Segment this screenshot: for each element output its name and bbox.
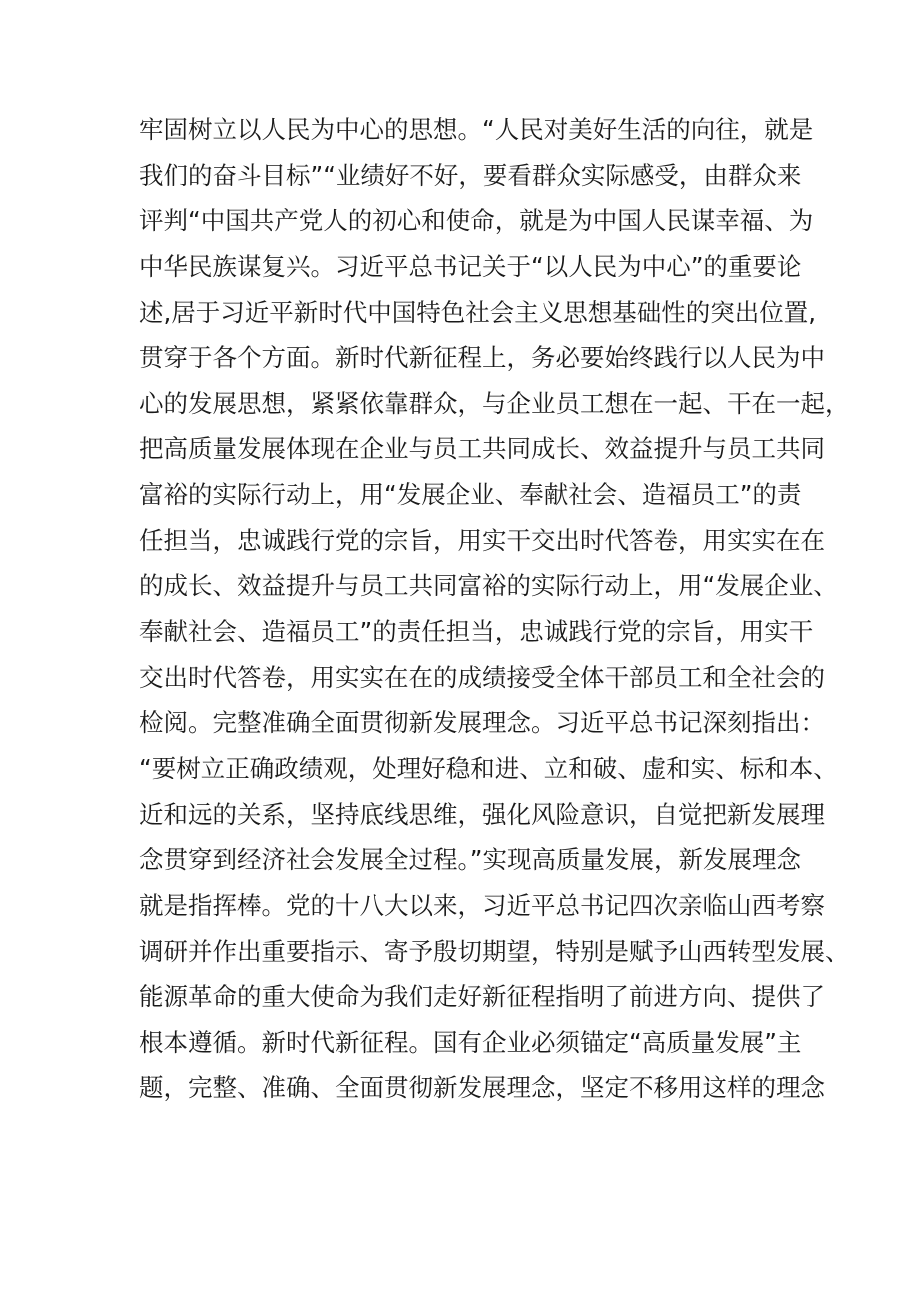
text-line: 检阅。完整准确全面贯彻新发展理念。习近平总书记深刻指出： <box>139 708 825 738</box>
text-line: 贯穿于各个方面。新时代新征程上，务必要始终践行以人民为中 <box>139 343 825 373</box>
text-line: 根本遵循。新时代新征程。国有企业必须锚定“高质量发展”主 <box>139 1027 802 1057</box>
text-line: “要树立正确政绩观，处理好稳和进、立和破、虚和实、标和本、 <box>139 753 838 783</box>
text-line: 念贯穿到经济社会发展全过程。”实现高质量发展，新发展理念 <box>139 845 801 875</box>
text-line: 题，完整、准确、全面贯彻新发展理念，坚定不移用这样的理念 <box>139 1073 825 1103</box>
text-line: 的成长、效益提升与员工共同富裕的实际行动上，用“发展企业、 <box>139 571 838 601</box>
text-line: 中华民族谋复兴。习近平总书记关于“以人民为中心”的重要论 <box>139 251 802 281</box>
body-paragraph <box>139 114 850 1118</box>
text-line: 近和远的关系，坚持底线思维，强化风险意识，自觉把新发展理 <box>139 799 825 829</box>
text-line: 就是指挥棒。党的十八大以来，习近平总书记四次亲临山西考察 <box>139 890 825 920</box>
text-line: 能源革命的重大使命为我们走好新征程指明了前进方向、提供了 <box>139 982 825 1012</box>
text-line: 调研并作出重要指示、寄予殷切期望，特别是赋予山西转型发展、 <box>139 936 850 966</box>
text-line: 评判“中国共产党人的初心和使命，就是为中国人民谋幸福、为 <box>139 206 814 236</box>
text-line: 奉献社会、造福员工”的责任担当，忠诚践行党的宗旨，用实干 <box>139 617 814 647</box>
text-line: 心的发展思想，紧紧依靠群众，与企业员工想在一起、干在一起， <box>139 388 850 418</box>
text-line: 牢固树立以人民为中心的思想。“人民对美好生活的向往，就是 <box>139 115 814 144</box>
text-line: 把高质量发展体现在企业与员工共同成长、效益提升与员工共同 <box>139 434 825 464</box>
text-line: 任担当，忠诚践行党的宗旨，用实干交出时代答卷，用实实在在 <box>139 525 825 555</box>
text-line: 述,居于习近平新时代中国特色社会主义思想基础性的突出位置, <box>139 297 817 327</box>
text-line: 富裕的实际行动上，用“发展企业、奉献社会、造福员工”的责 <box>139 480 802 510</box>
text-line: 交出时代答卷，用实实在在的成绩接受全体干部员工和全社会的 <box>139 662 825 692</box>
text-line: 我们的奋斗目标”“业绩好不好，要看群众实际感受，由群众来 <box>139 160 802 190</box>
